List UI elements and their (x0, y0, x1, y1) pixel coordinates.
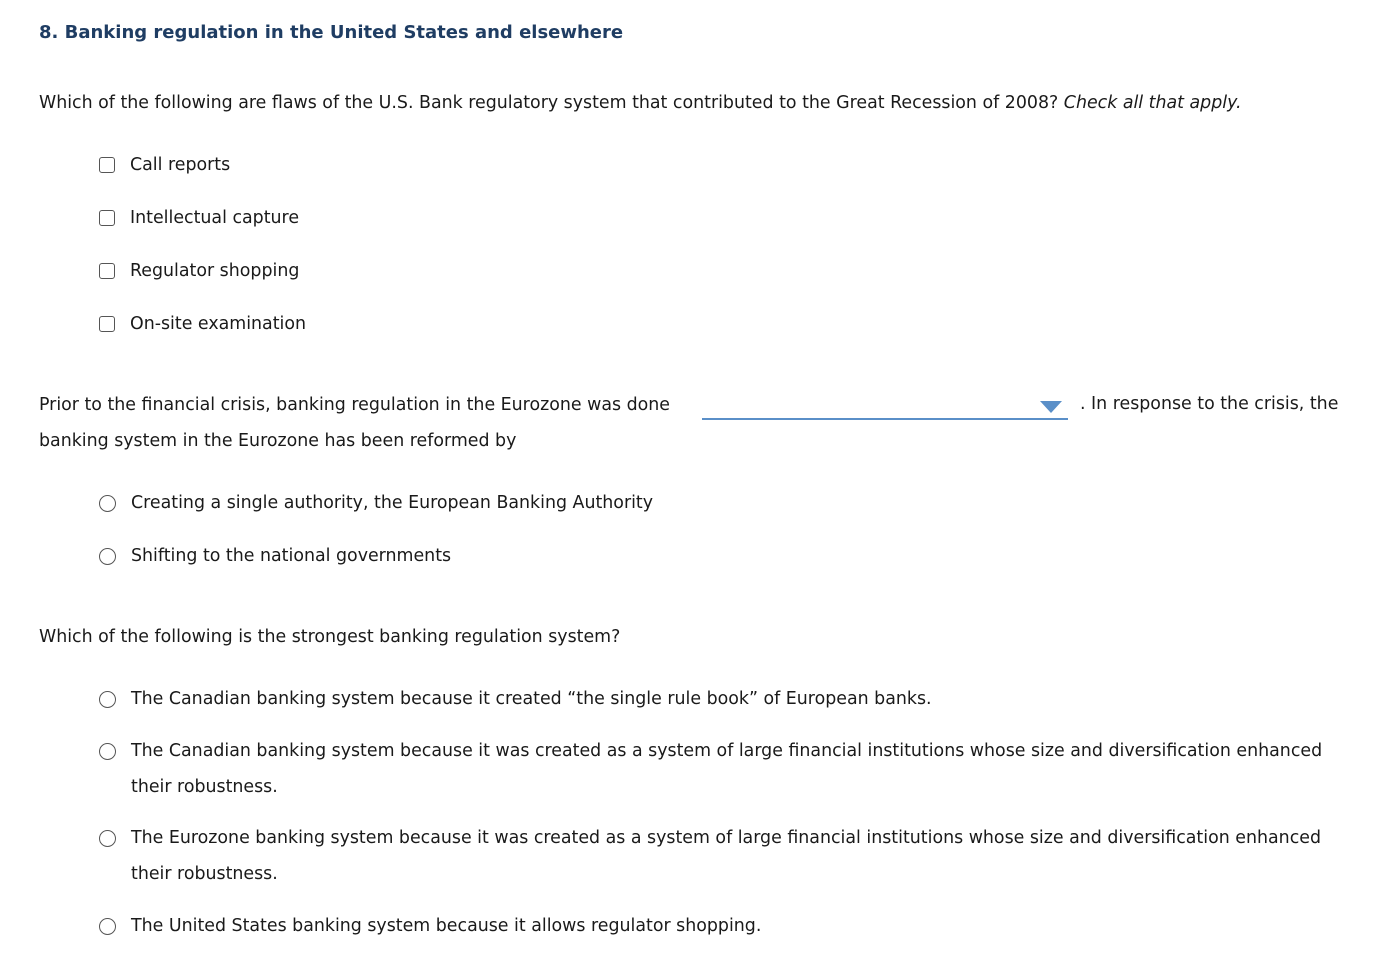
radio-button[interactable] (99, 918, 116, 935)
radio-button[interactable] (99, 548, 116, 565)
radio-button[interactable] (99, 743, 116, 760)
checkbox[interactable] (99, 210, 115, 226)
radio-button[interactable] (99, 495, 116, 512)
radio-option-eurozone-large-institutions[interactable] (99, 828, 1367, 892)
radio-button[interactable] (99, 830, 116, 847)
page-title: 8. Banking regulation in the United States and elsewhere (39, 22, 624, 43)
question-1-instruction: Check all that apply. (1063, 93, 1242, 113)
radio-option-national-governments[interactable] (99, 546, 451, 574)
option-label: The Canadian banking system because it was created as a system of large financial institutions whose size and diversification enhanced their robustness. (131, 741, 1323, 797)
checkbox-option-regulator-shopping[interactable] (99, 261, 299, 289)
radio-option-canadian-large-institutions[interactable] (99, 741, 1367, 805)
option-label: The Canadian banking system because it created “the single rule book” of European banks. (131, 689, 932, 709)
chevron-down-icon[interactable] (1040, 401, 1062, 413)
checkbox[interactable] (99, 263, 115, 279)
checkbox-option-call-reports[interactable] (99, 155, 230, 183)
checkbox[interactable] (99, 316, 115, 332)
option-label: Call reports (130, 155, 231, 175)
question-1-text (39, 93, 1242, 113)
radio-option-single-authority[interactable] (99, 493, 653, 521)
question-1-prompt: Which of the following are flaws of the U.S. Bank regulatory system that contributed to the Great Recession of 2008? (39, 93, 1059, 113)
option-label: On-site examination (130, 314, 307, 334)
radio-button[interactable] (99, 691, 116, 708)
question-2-text-before: Prior to the financial crisis, banking regulation in the Eurozone was done (39, 395, 670, 415)
question-3-text: Which of the following is the strongest banking regulation system? (39, 627, 621, 647)
checkbox[interactable] (99, 157, 115, 173)
question-2-text-after: . In response to the crisis, the (1080, 394, 1339, 414)
question-2-text-line2: banking system in the Eurozone has been reformed by (39, 431, 517, 451)
eurozone-regulation-dropdown[interactable] (702, 396, 1068, 420)
radio-option-canadian-single-rule-book[interactable] (99, 689, 932, 717)
option-label: Creating a single authority, the European Banking Authority (131, 493, 654, 513)
checkbox-option-on-site-examination[interactable] (99, 314, 306, 342)
checkbox-option-intellectual-capture[interactable] (99, 208, 299, 236)
option-label: Intellectual capture (130, 208, 300, 228)
radio-option-us-regulator-shopping[interactable] (99, 916, 761, 944)
option-label: Regulator shopping (130, 261, 300, 281)
option-label: The Eurozone banking system because it was created as a system of large financial institutions whose size and diversification enhanced their robustness. (131, 828, 1321, 884)
option-label: Shifting to the national governments (131, 546, 452, 566)
option-label: The United States banking system because it allows regulator shopping. (131, 916, 762, 936)
